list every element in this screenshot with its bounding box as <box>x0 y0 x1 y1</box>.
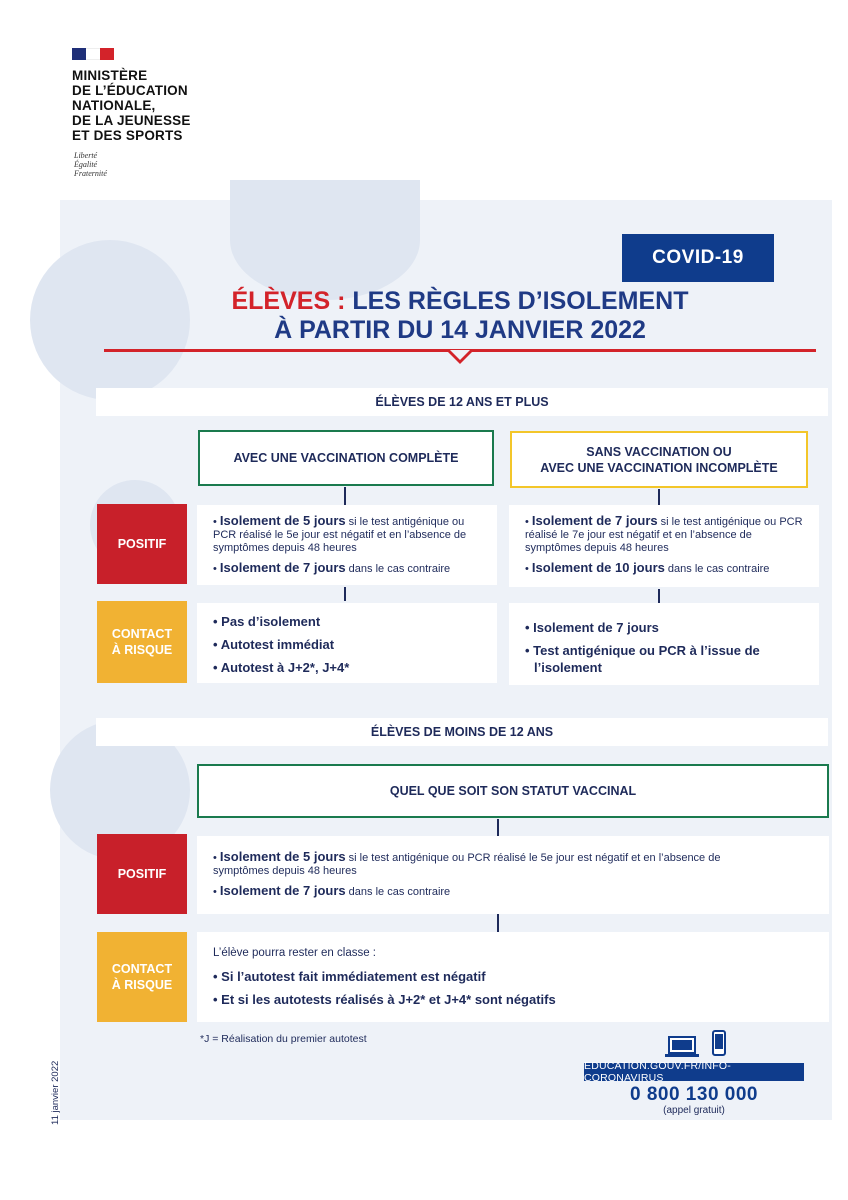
motto <box>74 151 107 178</box>
title-line2: À PARTIR DU 14 JANVIER 2022 <box>274 316 646 344</box>
list-item: • Isolement de 7 jours <box>525 620 659 635</box>
item-text: Si l’autotest fait immédiatement est négatif <box>221 969 486 984</box>
title-highlight: ÉLÈVES : <box>231 287 346 315</box>
title-underline-notch-inner <box>450 350 470 360</box>
list-item: • Isolement de 7 jours dans le cas contraire <box>213 883 451 898</box>
cell-vaccinated-positif <box>197 505 497 585</box>
item-text: Pas d’isolement <box>221 614 321 629</box>
list-item: • Isolement de 7 jours dans le cas contraire <box>213 560 451 575</box>
contact-intro: L’élève pourra rester en classe : <box>213 947 377 959</box>
publication-date: 11 janvier 2022 <box>50 1060 61 1125</box>
ministry-name <box>72 68 272 143</box>
column-any-status-header: QUEL QUE SOIT SON STATUT VACCINAL <box>197 764 829 818</box>
item-bold: Isolement de 5 jours <box>219 849 346 864</box>
item-bold: Isolement de 7 jours <box>219 883 346 898</box>
item-text: Autotest à J+2*, J+4* <box>220 660 350 675</box>
ministry-line: NATIONALE, <box>72 98 156 113</box>
list-item: • Si l’autotest fait immédiatement est négatif <box>213 969 486 984</box>
list-item: • Autotest à J+2*, J+4* <box>213 660 350 675</box>
column-unvaccinated-line: SANS VACCINATION OU <box>586 444 732 459</box>
ministry-line: DE L’ÉDUCATION <box>72 83 188 98</box>
cell-vaccinated-contact <box>197 603 497 683</box>
contact-risk-label <box>97 932 187 1022</box>
ministry-line: DE LA JEUNESSE <box>72 113 191 128</box>
item-text: dans le cas contraire <box>345 886 451 898</box>
connector-line <box>344 487 346 505</box>
footnote: *J = Réalisation du premier autotest <box>200 1033 367 1045</box>
ministry-line: ET DES SPORTS <box>72 128 183 143</box>
cell-under12-positif <box>197 836 829 914</box>
positif-label: POSITIF <box>97 834 187 914</box>
list-item: • Autotest immédiat <box>213 637 335 652</box>
column-vaccinated-header: AVEC UNE VACCINATION COMPLÈTE <box>198 430 494 486</box>
covid-badge: COVID-19 <box>622 234 774 282</box>
ministry-line: MINISTÈRE <box>72 68 148 83</box>
title-line1: LES RÈGLES D’ISOLEMENT <box>345 287 689 315</box>
item-text: dans le cas contraire <box>664 563 770 575</box>
contact-label-line: À RISQUE <box>111 643 173 657</box>
item-bold: Isolement de 5 jours <box>219 513 346 528</box>
list-item: • Isolement de 5 jours si le test antigénique ou PCR réalisé le 5e jour est négatif et en l’absence de symptômes depuis 48 heures <box>213 513 467 554</box>
connector-line <box>658 589 660 603</box>
list-item: • Test antigénique ou PCR à l’issue de l’isolement <box>525 643 760 675</box>
motto-line: Fraternité <box>74 169 107 178</box>
column-unvaccinated-line: AVEC UNE VACCINATION INCOMPLÈTE <box>540 460 778 475</box>
connector-line <box>658 489 660 505</box>
item-bold: Isolement de 10 jours <box>531 560 665 575</box>
item-text: Isolement de 7 jours <box>533 620 659 635</box>
page-title <box>100 287 820 345</box>
item-text: si le test antigénique ou PCR réalisé le 7e jour est négatif et en l’absence de symptômes depuis 48 heures <box>525 516 803 554</box>
motto-line: Liberté <box>74 151 98 160</box>
contact-risk-label <box>97 601 187 683</box>
phone-note: (appel gratuit) <box>663 1105 725 1116</box>
contact-label-line: CONTACT <box>111 962 173 976</box>
virus-decoration <box>230 180 420 300</box>
item-text: si le test antigénique ou PCR réalisé le 5e jour est négatif et en l’absence de symptômes depuis 48 heures <box>213 852 721 877</box>
contact-label-line: CONTACT <box>111 627 173 641</box>
cell-unvaccinated-contact <box>509 603 819 685</box>
phone-number: 0 800 130 000 <box>629 1084 758 1105</box>
list-item: • Isolement de 7 jours si le test antigénique ou PCR réalisé le 7e jour est négatif et en l’absence de symptômes depuis 48 heures <box>525 513 803 554</box>
laptop-icon <box>664 1036 700 1058</box>
info-url-link[interactable]: EDUCATION.GOUV.FR/INFO-CORONAVIRUS <box>584 1063 804 1081</box>
connector-line <box>497 914 499 932</box>
contact-label-line: À RISQUE <box>111 978 173 992</box>
list-item: • Isolement de 5 jours si le test antigénique ou PCR réalisé le 5e jour est négatif et en l’absence de symptômes depuis 48 heures <box>213 849 721 877</box>
smartphone-icon <box>712 1030 726 1056</box>
positif-label: POSITIF <box>97 504 187 584</box>
cell-under12-contact <box>197 932 829 1022</box>
column-unvaccinated-header <box>510 431 808 488</box>
list-item: • Isolement de 10 jours dans le cas contraire <box>525 560 770 575</box>
section-12plus-heading: ÉLÈVES DE 12 ANS ET PLUS <box>96 388 828 416</box>
item-text: Autotest immédiat <box>220 637 335 652</box>
connector-line <box>344 587 346 601</box>
item-text: Et si les autotests réalisés à J+2* et J+4* sont négatifs <box>221 992 556 1007</box>
item-text: si le test antigénique ou PCR réalisé le 5e jour est négatif et en l’absence de symptômes depuis 48 heures <box>213 516 467 554</box>
motto-line: Égalité <box>74 160 98 169</box>
french-flag-icon <box>72 48 114 60</box>
item-text: dans le cas contraire <box>345 563 451 575</box>
item-bold: Isolement de 7 jours <box>219 560 346 575</box>
item-text: Test antigénique ou PCR à l’issue de l’isolement <box>533 643 760 675</box>
item-bold: Isolement de 7 jours <box>531 513 658 528</box>
cell-unvaccinated-positif <box>509 505 819 587</box>
section-under12-heading: ÉLÈVES DE MOINS DE 12 ANS <box>96 718 828 746</box>
list-item: • Et si les autotests réalisés à J+2* et J+4* sont négatifs <box>213 992 556 1007</box>
list-item: • Pas d’isolement <box>213 614 321 629</box>
connector-line <box>497 819 499 837</box>
